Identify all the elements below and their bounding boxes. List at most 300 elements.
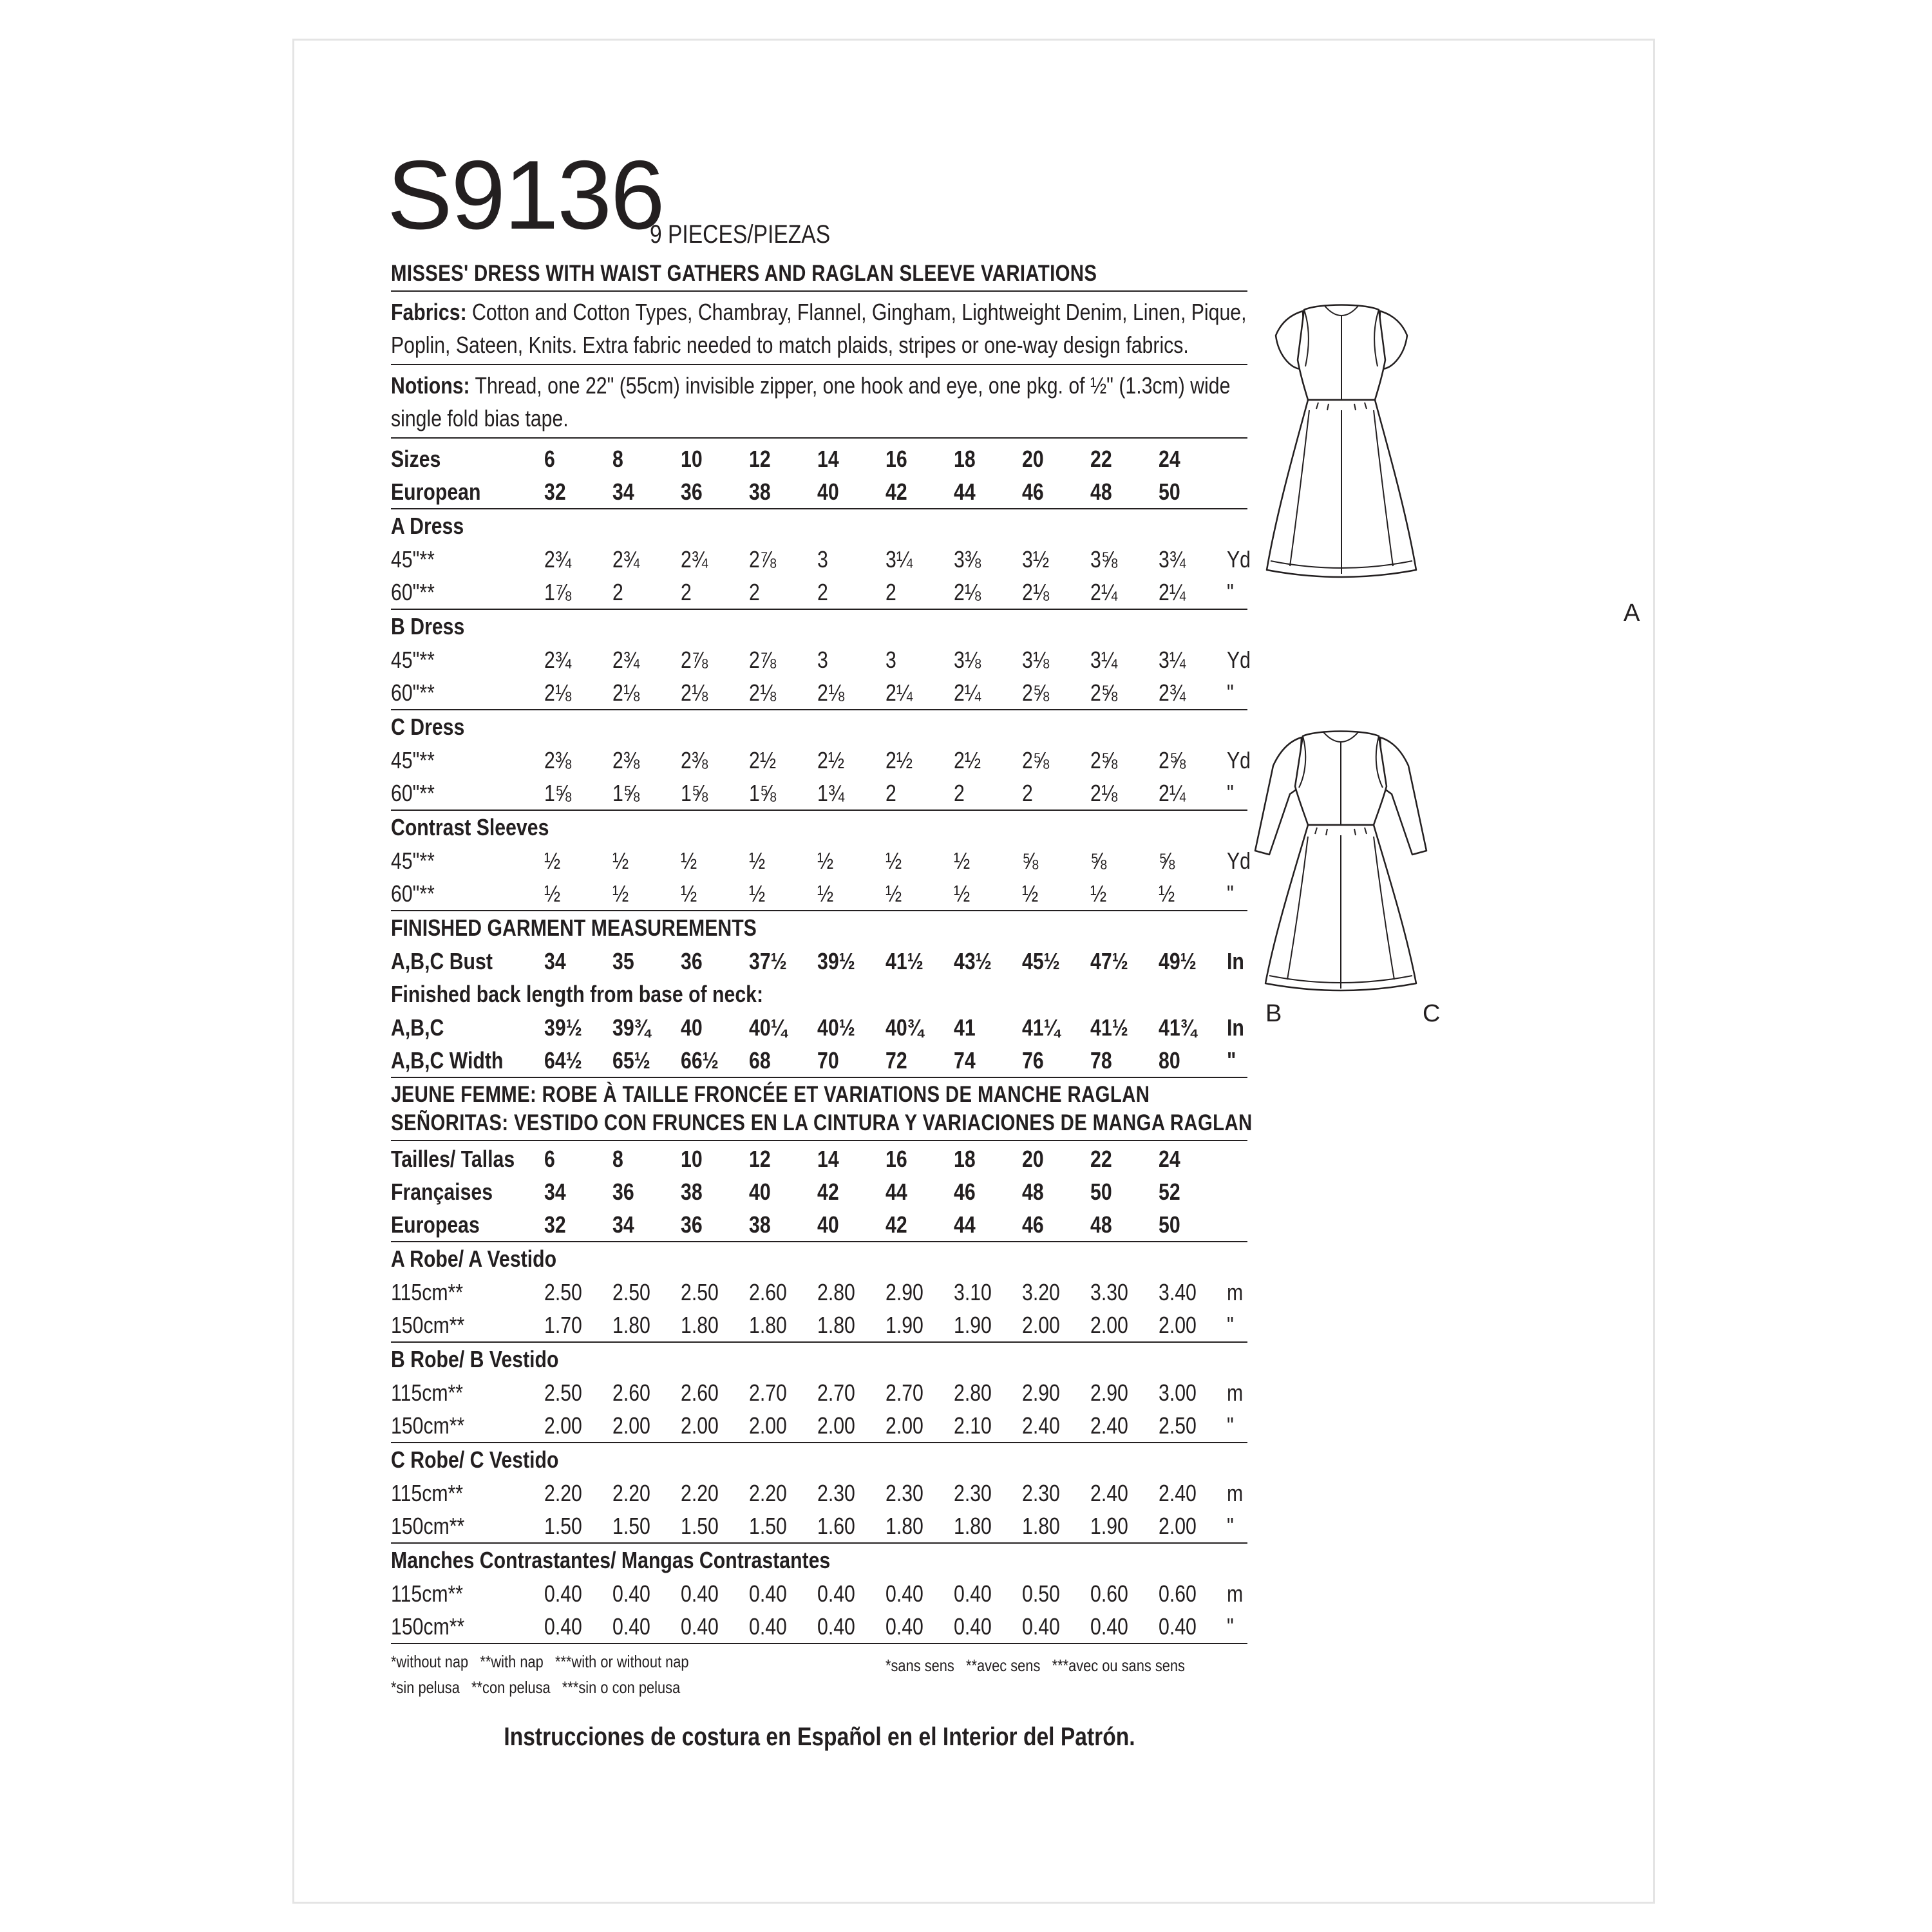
value-cell: ½ xyxy=(612,877,681,911)
value-cell: 3.40 xyxy=(1159,1278,1197,1305)
value-cell: 2.70 xyxy=(749,1379,787,1406)
value-cell: 1.50 xyxy=(681,1510,749,1543)
unit-cell xyxy=(1227,1175,1247,1208)
european-sizes-row xyxy=(391,475,1247,509)
yardage-row xyxy=(391,676,1247,710)
value-cell: 2⅛ xyxy=(749,676,817,710)
unit-cell: " xyxy=(1227,1610,1247,1643)
value-cell: 0.40 xyxy=(886,1580,923,1607)
divider xyxy=(391,290,1247,292)
value-cell: 3 xyxy=(817,646,828,673)
yardage-row xyxy=(391,543,1247,576)
value-cell: 32 xyxy=(544,475,612,509)
value-cell: 2.00 xyxy=(886,1409,954,1443)
pattern-envelope-back xyxy=(292,39,1655,1904)
value-cell: 8 xyxy=(612,1145,623,1172)
yardage-row xyxy=(391,576,1247,609)
unit-cell: m xyxy=(1227,1580,1244,1607)
value-cell: 68 xyxy=(749,1044,817,1077)
value-cell: ½ xyxy=(886,847,902,874)
value-cell: 2⅜ xyxy=(612,746,640,773)
value-cell: 37½ xyxy=(749,947,787,974)
unit-cell: Yd xyxy=(1227,646,1251,673)
value-cell: 2.60 xyxy=(612,1379,650,1406)
value-cell: 2.00 xyxy=(1022,1309,1090,1342)
value-cell: 2.40 xyxy=(1159,1479,1197,1506)
value-cell: ½ xyxy=(681,877,749,911)
section-heading xyxy=(391,1443,1247,1477)
row-label: Sizes xyxy=(391,445,441,472)
section-heading xyxy=(391,1242,1247,1276)
row-label: 45"** xyxy=(391,646,435,673)
value-cell: 2⅞ xyxy=(749,545,777,573)
view-c-label: C xyxy=(1423,1000,1441,1027)
value-cell: 2.00 xyxy=(1159,1510,1227,1543)
value-cell: ½ xyxy=(681,847,697,874)
fabrics-label: Fabrics: xyxy=(391,299,467,325)
value-cell: 2⅛ xyxy=(544,676,612,710)
value-cell: 3⅛ xyxy=(1022,646,1050,673)
value-cell: ½ xyxy=(817,847,834,874)
section-title: B Dress xyxy=(391,613,465,639)
yardage-table-english xyxy=(391,442,1251,1078)
value-cell: 2¼ xyxy=(1159,777,1227,810)
value-cell: 0.40 xyxy=(1022,1610,1090,1643)
unit-cell: m xyxy=(1227,1379,1244,1406)
value-cell: 2.50 xyxy=(681,1278,719,1305)
value-cell: 0.40 xyxy=(817,1610,886,1643)
value-cell: 1⅞ xyxy=(544,576,612,609)
value-cell: 2⅜ xyxy=(681,746,708,773)
unit-cell: " xyxy=(1227,777,1247,810)
value-cell: 34 xyxy=(612,475,681,509)
footnote-french: *sans sens **avec sens ***avec ou sans sens xyxy=(886,1656,1185,1675)
title-french: JEUNE FEMME: ROBE À TAILLE FRONCÉE ET VARIATIONS DE MANCHE RAGLAN xyxy=(391,1082,1150,1107)
value-cell: 36 xyxy=(681,947,703,974)
value-cell: 20 xyxy=(1022,445,1044,472)
value-cell: ⅝ xyxy=(1159,847,1175,874)
value-cell: 39½ xyxy=(817,947,855,974)
value-cell: 2⅞ xyxy=(681,646,708,673)
value-cell: 40 xyxy=(749,1178,771,1205)
value-cell: 2.90 xyxy=(1022,1379,1060,1406)
section-heading xyxy=(391,1543,1247,1577)
value-cell: 1.80 xyxy=(749,1309,817,1342)
unit-cell: Yd xyxy=(1227,545,1251,573)
fabrics-text: Cotton and Cotton Types, Chambray, Flannel, Gingham, Lightweight Denim, Linen, Pique, Poplin, Sateen, Knits. Extra fabric needed to match plaids, stripes or one-way design fabrics. xyxy=(391,299,1247,358)
value-cell: 2 xyxy=(749,576,817,609)
pattern-content xyxy=(387,131,1253,1752)
value-cell: 2¾ xyxy=(612,646,640,673)
value-cell: 2.70 xyxy=(886,1379,923,1406)
notions-paragraph xyxy=(391,369,1247,435)
value-cell: 6 xyxy=(544,445,555,472)
value-cell: 2.80 xyxy=(817,1278,855,1305)
section-heading xyxy=(391,911,1247,945)
value-cell: 0.40 xyxy=(681,1580,719,1607)
value-cell: 2.70 xyxy=(817,1379,855,1406)
row-label: 150cm** xyxy=(391,1409,544,1443)
value-cell: 2¼ xyxy=(886,676,954,710)
value-cell: 38 xyxy=(749,475,817,509)
value-cell: 0.60 xyxy=(1090,1580,1128,1607)
value-cell: 3.00 xyxy=(1159,1379,1197,1406)
value-cell: 1.50 xyxy=(612,1510,681,1543)
value-cell: 16 xyxy=(886,1145,907,1172)
value-cell: 1⅝ xyxy=(612,777,681,810)
value-cell: 42 xyxy=(886,475,954,509)
value-cell: 2.50 xyxy=(1159,1409,1227,1443)
row-label: 45"** xyxy=(391,847,435,874)
row-label: 150cm** xyxy=(391,1510,544,1543)
europeas-row xyxy=(391,1208,1247,1242)
value-cell: ½ xyxy=(749,877,817,911)
piece-count: 9 PIECES/PIEZAS xyxy=(650,220,831,249)
unit-cell xyxy=(1227,1208,1247,1242)
value-cell: 65½ xyxy=(612,1044,681,1077)
row-label: Françaises xyxy=(391,1178,493,1205)
value-cell: 2.60 xyxy=(681,1379,719,1406)
value-cell: 6 xyxy=(544,1145,555,1172)
value-cell: 66½ xyxy=(681,1044,749,1077)
value-cell: 2.20 xyxy=(544,1479,582,1506)
pattern-header xyxy=(387,131,1247,260)
value-cell: 2.90 xyxy=(886,1278,923,1305)
notions-text: Thread, one 22" (55cm) invisible zipper, one hook and eye, one pkg. of ½" (1.3cm) wide single fold bias tape. xyxy=(391,372,1231,431)
value-cell: 0.50 xyxy=(1022,1580,1060,1607)
value-cell: 3¼ xyxy=(1159,646,1186,673)
value-cell: ½ xyxy=(954,877,1022,911)
value-cell: 40¼ xyxy=(749,1014,787,1041)
value-cell: 48 xyxy=(1090,1208,1159,1242)
value-cell: 44 xyxy=(886,1178,907,1205)
value-cell: 2.60 xyxy=(749,1278,787,1305)
value-cell: 2.30 xyxy=(1022,1479,1060,1506)
back-length-row xyxy=(391,1011,1247,1044)
value-cell: 2.90 xyxy=(1090,1379,1128,1406)
row-label: A,B,C xyxy=(391,1014,444,1041)
value-cell: 1⅝ xyxy=(544,777,612,810)
row-label: 60"** xyxy=(391,777,544,810)
unit-cell: In xyxy=(1227,947,1244,974)
value-cell: 2.30 xyxy=(817,1479,855,1506)
value-cell: 2.30 xyxy=(886,1479,923,1506)
value-cell: 52 xyxy=(1159,1178,1180,1205)
value-cell: 2½ xyxy=(817,746,845,773)
value-cell: 2¾ xyxy=(681,545,708,573)
value-cell: 1.90 xyxy=(886,1309,954,1342)
pattern-number: S9136 xyxy=(387,140,664,250)
divider xyxy=(391,437,1247,439)
bust-row xyxy=(391,945,1247,978)
row-label: 115cm** xyxy=(391,1278,464,1305)
row-label: 60"** xyxy=(391,877,544,911)
value-cell: 3 xyxy=(817,545,828,573)
value-cell: 48 xyxy=(1090,475,1159,509)
value-cell: 2.00 xyxy=(612,1409,681,1443)
value-cell: 41 xyxy=(954,1014,976,1041)
view-b-label: B xyxy=(1265,1000,1282,1027)
footnote-spanish: *sin pelusa **con pelusa ***sin o con pelusa xyxy=(391,1678,681,1697)
value-cell: 0.40 xyxy=(612,1580,650,1607)
row-label: Tailles/ Tallas xyxy=(391,1145,515,1172)
value-cell: 2 xyxy=(954,777,1022,810)
view-a-label: A xyxy=(1624,600,1640,627)
value-cell: 1⅝ xyxy=(681,777,749,810)
value-cell: 2¼ xyxy=(1159,576,1227,609)
value-cell: 80 xyxy=(1159,1044,1227,1077)
dress-view-bc-illustration xyxy=(1254,723,1428,1005)
row-label: Europeas xyxy=(391,1208,544,1242)
footnote-english: *without nap **with nap ***with or without nap xyxy=(391,1652,689,1671)
value-cell: 2⅞ xyxy=(749,646,777,673)
value-cell: 3¾ xyxy=(1159,545,1186,573)
section-heading xyxy=(391,609,1247,643)
section-title: Contrast Sleeves xyxy=(391,814,549,840)
unit-cell xyxy=(1227,442,1247,475)
value-cell: 35 xyxy=(612,947,634,974)
value-cell: 46 xyxy=(1022,1208,1090,1242)
value-cell: 2¾ xyxy=(612,545,640,573)
value-cell: 46 xyxy=(1022,475,1090,509)
value-cell: 2.40 xyxy=(1022,1409,1090,1443)
unit-cell: Yd xyxy=(1227,847,1251,874)
value-cell: 0.40 xyxy=(612,1610,681,1643)
yardage-row xyxy=(391,744,1247,777)
value-cell: 39½ xyxy=(544,1014,582,1041)
value-cell: 2¾ xyxy=(544,646,572,673)
section-heading xyxy=(391,710,1247,744)
row-label: 150cm** xyxy=(391,1309,544,1342)
section-heading xyxy=(391,1342,1247,1376)
value-cell: ½ xyxy=(1090,877,1159,911)
value-cell: 50 xyxy=(1090,1178,1112,1205)
value-cell: 3 xyxy=(886,646,896,673)
unit-cell: Yd xyxy=(1227,746,1251,773)
value-cell: 2.00 xyxy=(1159,1309,1227,1342)
metric-row xyxy=(391,1477,1247,1510)
section-title: C Dress xyxy=(391,714,465,740)
unit-cell: In xyxy=(1227,1014,1244,1041)
section-title: A Robe/ A Vestido xyxy=(391,1245,557,1272)
value-cell: ½ xyxy=(749,847,766,874)
value-cell: 2⅝ xyxy=(1022,676,1090,710)
value-cell: 2⅝ xyxy=(1090,676,1159,710)
value-cell: 36 xyxy=(681,1208,749,1242)
value-cell: 1.50 xyxy=(749,1510,817,1543)
value-cell: 42 xyxy=(886,1208,954,1242)
value-cell: 2½ xyxy=(749,746,777,773)
value-cell: 22 xyxy=(1090,1145,1112,1172)
value-cell: ½ xyxy=(886,877,954,911)
value-cell: 3.20 xyxy=(1022,1278,1060,1305)
value-cell: ½ xyxy=(954,847,971,874)
value-cell: 2 xyxy=(1022,777,1090,810)
value-cell: ½ xyxy=(544,877,612,911)
value-cell: 40¾ xyxy=(886,1014,923,1041)
value-cell: 2.50 xyxy=(544,1379,582,1406)
value-cell: 74 xyxy=(954,1044,1022,1077)
value-cell: 2⅛ xyxy=(612,676,681,710)
value-cell: 3¼ xyxy=(1090,646,1118,673)
value-cell: 18 xyxy=(954,1145,976,1172)
value-cell: 70 xyxy=(817,1044,886,1077)
unit-cell: " xyxy=(1227,1309,1247,1342)
width-row xyxy=(391,1044,1247,1077)
value-cell: ½ xyxy=(1159,877,1227,911)
metric-row xyxy=(391,1309,1247,1342)
row-label: 115cm** xyxy=(391,1379,464,1406)
section-heading xyxy=(391,810,1247,844)
value-cell: 2¼ xyxy=(954,676,1022,710)
value-cell: 2 xyxy=(886,576,954,609)
value-cell: 10 xyxy=(681,445,703,472)
value-cell: 2½ xyxy=(954,746,981,773)
row-label: 45"** xyxy=(391,746,435,773)
value-cell: 1⅝ xyxy=(749,777,817,810)
row-label: 150cm** xyxy=(391,1610,544,1643)
value-cell: ½ xyxy=(544,847,561,874)
value-cell: 44 xyxy=(954,1208,1022,1242)
metric-row xyxy=(391,1510,1247,1543)
value-cell: 2.50 xyxy=(544,1278,582,1305)
row-label: 60"** xyxy=(391,576,544,609)
title-english: MISSES' DRESS WITH WAIST GATHERS AND RAGLAN SLEEVE VARIATIONS xyxy=(391,261,1097,286)
value-cell: 2⅝ xyxy=(1090,746,1118,773)
row-label: 60"** xyxy=(391,676,544,710)
value-cell: 0.60 xyxy=(1159,1580,1197,1607)
value-cell: 38 xyxy=(681,1178,703,1205)
value-cell: 0.40 xyxy=(817,1580,855,1607)
value-cell: 2⅝ xyxy=(1159,746,1186,773)
value-cell: 10 xyxy=(681,1145,703,1172)
value-cell: 3⅛ xyxy=(954,646,981,673)
value-cell: 2.00 xyxy=(817,1409,886,1443)
value-cell: 12 xyxy=(749,445,771,472)
value-cell: 34 xyxy=(544,947,566,974)
value-cell: 1.90 xyxy=(1090,1510,1159,1543)
value-cell: ½ xyxy=(1022,877,1090,911)
value-cell: ⅝ xyxy=(1090,847,1107,874)
value-cell: 50 xyxy=(1159,1208,1227,1242)
value-cell: 1.80 xyxy=(817,1309,886,1342)
value-cell: 14 xyxy=(817,445,839,472)
value-cell: 2 xyxy=(886,777,954,810)
value-cell: 0.40 xyxy=(749,1610,817,1643)
value-cell: 0.40 xyxy=(749,1580,787,1607)
value-cell: 2.00 xyxy=(544,1409,612,1443)
metric-row xyxy=(391,1610,1247,1643)
value-cell: 2⅜ xyxy=(544,746,572,773)
value-cell: 3¼ xyxy=(886,545,913,573)
row-label: 115cm** xyxy=(391,1479,464,1506)
value-cell: 2.00 xyxy=(749,1409,817,1443)
row-label: 115cm** xyxy=(391,1580,464,1607)
value-cell: 0.40 xyxy=(886,1610,954,1643)
value-cell: 24 xyxy=(1159,1145,1180,1172)
value-cell: 1.70 xyxy=(544,1309,612,1342)
unit-cell: " xyxy=(1227,1409,1247,1443)
metric-row xyxy=(391,1276,1247,1309)
value-cell: 2.20 xyxy=(612,1479,650,1506)
value-cell: 47½ xyxy=(1090,947,1128,974)
value-cell: 45½ xyxy=(1022,947,1060,974)
value-cell: 3.10 xyxy=(954,1278,992,1305)
value-cell: 2.00 xyxy=(681,1409,749,1443)
value-cell: 36 xyxy=(612,1178,634,1205)
row-label: 45"** xyxy=(391,545,435,573)
value-cell: 1.80 xyxy=(886,1510,954,1543)
yardage-table-metric xyxy=(391,1142,1247,1644)
value-cell: 0.40 xyxy=(544,1610,612,1643)
value-cell: 1.90 xyxy=(954,1309,1022,1342)
value-cell: ½ xyxy=(612,847,629,874)
value-cell: 2.40 xyxy=(1090,1409,1159,1443)
value-cell: 2.40 xyxy=(1090,1479,1128,1506)
value-cell: 48 xyxy=(1022,1178,1044,1205)
value-cell: 2⅛ xyxy=(1022,576,1090,609)
value-cell: 12 xyxy=(749,1145,771,1172)
yardage-row xyxy=(391,877,1247,911)
value-cell: 3⅝ xyxy=(1090,545,1118,573)
value-cell: 41¾ xyxy=(1159,1014,1197,1041)
sizes-row xyxy=(391,442,1247,475)
yardage-row xyxy=(391,777,1247,810)
value-cell: 2⅝ xyxy=(1022,746,1050,773)
value-cell: 0.40 xyxy=(954,1580,992,1607)
value-cell: 0.40 xyxy=(1090,1610,1159,1643)
value-cell: 1.80 xyxy=(1022,1510,1090,1543)
value-cell: 2½ xyxy=(886,746,913,773)
value-cell: 22 xyxy=(1090,445,1112,472)
notions-label: Notions: xyxy=(391,372,470,399)
section-heading xyxy=(391,509,1247,543)
value-cell: 43½ xyxy=(954,947,992,974)
value-cell: 24 xyxy=(1159,445,1180,472)
value-cell: 72 xyxy=(886,1044,954,1077)
value-cell: 41¼ xyxy=(1022,1014,1060,1041)
value-cell: 2.30 xyxy=(954,1479,992,1506)
value-cell: 2⅛ xyxy=(954,576,1022,609)
value-cell: 41½ xyxy=(886,947,923,974)
value-cell: 64½ xyxy=(544,1044,612,1077)
value-cell: 1.80 xyxy=(954,1510,1022,1543)
unit-cell: " xyxy=(1227,1510,1247,1543)
value-cell: 40½ xyxy=(817,1014,855,1041)
unit-cell: " xyxy=(1227,877,1247,911)
value-cell: 2¼ xyxy=(1090,576,1159,609)
value-cell: 1.50 xyxy=(544,1510,612,1543)
value-cell: 18 xyxy=(954,445,976,472)
value-cell: 42 xyxy=(817,1178,839,1205)
value-cell: 34 xyxy=(612,1208,681,1242)
divider xyxy=(391,1140,1247,1141)
unit-cell xyxy=(1227,475,1247,509)
value-cell: 20 xyxy=(1022,1145,1044,1172)
unit-cell: m xyxy=(1227,1479,1244,1506)
value-cell: 39¾ xyxy=(612,1014,650,1041)
value-cell: 2.20 xyxy=(749,1479,787,1506)
value-cell: 44 xyxy=(954,475,1022,509)
value-cell: 32 xyxy=(544,1208,612,1242)
divider xyxy=(391,364,1247,365)
value-cell: 2.50 xyxy=(612,1278,650,1305)
value-cell: 46 xyxy=(954,1178,976,1205)
row-label: European xyxy=(391,475,544,509)
value-cell: 2.00 xyxy=(1090,1309,1159,1342)
value-cell: ⅝ xyxy=(1022,847,1039,874)
value-cell: 2 xyxy=(681,576,749,609)
